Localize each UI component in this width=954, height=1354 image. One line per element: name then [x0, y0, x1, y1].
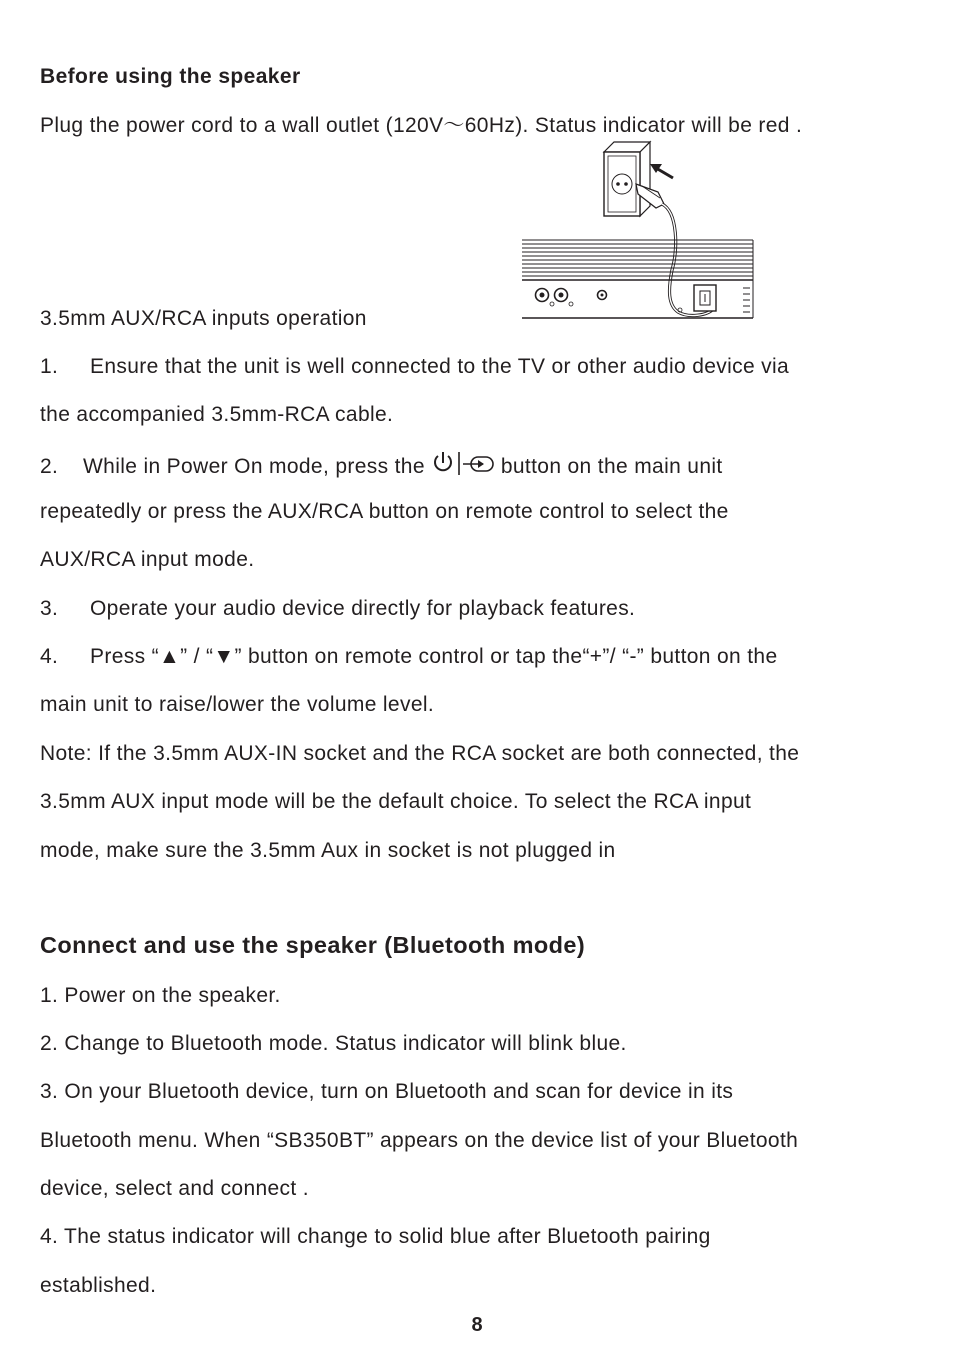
aux-step-2-line-3: AUX/RCA input mode.	[40, 548, 255, 571]
step-number: 1.	[40, 355, 59, 378]
aux-step-4-line-2: main unit to raise/lower the volume level.	[40, 693, 435, 716]
step-number: 4.	[40, 645, 59, 668]
step-text: button on the main unit	[500, 455, 723, 478]
bt-step-2: 2. Change to Bluetooth mode. Status indicator will blink blue.	[40, 1032, 627, 1055]
aux-step-4-line-1	[40, 644, 777, 670]
step-text: Press “▲” / “▼” button on remote control or tap the“+”/ “-” button on the	[90, 645, 778, 668]
speaker-power-connection-illustration	[518, 140, 758, 325]
wall-outlet-icon	[604, 142, 650, 216]
step-number: 2.	[40, 455, 59, 478]
note-line-2: 3.5mm AUX input mode will be the default choice. To select the RCA input	[40, 790, 752, 813]
aux-rca-heading: 3.5mm AUX/RCA inputs operation	[40, 307, 367, 330]
aux-step-1-line-1	[40, 354, 789, 380]
bt-step-4-line-1: 4. The status indicator will change to solid blue after Bluetooth pairing	[40, 1225, 711, 1248]
insert-arrow-icon	[650, 164, 673, 178]
note-line-3: mode, make sure the 3.5mm Aux in socket is not plugged in	[40, 839, 616, 862]
step-number: 3.	[40, 597, 59, 620]
step-text: Ensure that the unit is well connected to the TV or other audio device via	[90, 355, 790, 378]
bt-step-1: 1. Power on the speaker.	[40, 984, 281, 1007]
heading-before-using: Before using the speaker	[40, 65, 301, 88]
page-number: 8	[471, 1314, 483, 1336]
power-input-icon	[431, 451, 497, 477]
speaker-rear-panel	[522, 240, 753, 318]
bt-step-3-line-3: device, select and connect .	[40, 1177, 309, 1200]
aux-step-2-line-1	[40, 451, 723, 480]
aux-step-1-line-2: the accompanied 3.5mm-RCA cable.	[40, 403, 394, 426]
aux-step-3	[40, 596, 635, 622]
bt-step-3-line-1: 3. On your Bluetooth device, turn on Bluetooth and scan for device in its	[40, 1080, 734, 1103]
bt-step-3-line-2: Bluetooth menu. When “SB350BT” appears on the device list of your Bluetooth	[40, 1129, 799, 1152]
step-text: While in Power On mode, press the	[83, 455, 425, 478]
step-text: Operate your audio device directly for playback features.	[90, 597, 636, 620]
note-line-1: Note: If the 3.5mm AUX-IN socket and the RCA socket are both connected, the	[40, 742, 800, 765]
power-instruction: Plug the power cord to a wall outlet (120V～60Hz). Status indicator will be red .	[40, 114, 803, 137]
bt-step-4-line-2: established.	[40, 1274, 157, 1297]
aux-step-2-line-2: repeatedly or press the AUX/RCA button on remote control to select the	[40, 500, 729, 523]
bluetooth-heading: Connect and use the speaker (Bluetooth mode)	[40, 932, 586, 958]
